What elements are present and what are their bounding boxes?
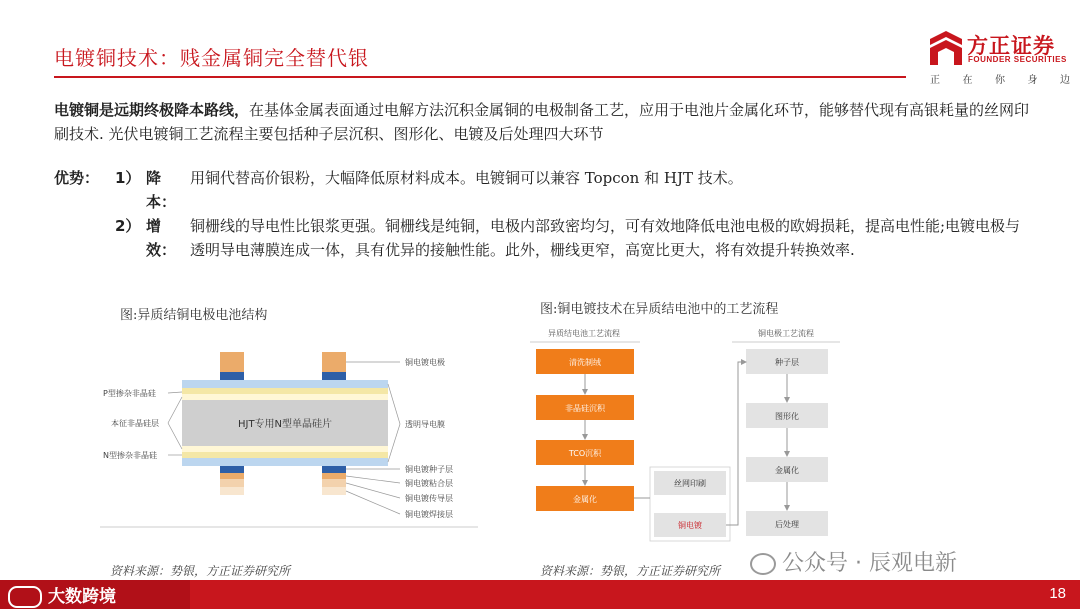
advantage-item-1: 优势： 1） 降本： 用铜代替高价银粉，大幅降低原材料成本。电镀铜可以兼容 Topcon 和 HJT 技术。	[54, 166, 1034, 214]
bottom-seed-layer-left	[220, 466, 244, 473]
svg-text:铜电镀传导层: 铜电镀传导层	[405, 494, 453, 503]
title-divider	[54, 76, 906, 78]
bottom-tco-layer	[182, 458, 388, 466]
top-seed-layer-left	[220, 372, 244, 380]
top-tco-layer	[182, 380, 388, 388]
svg-text:铜电镀种子层: 铜电镀种子层	[405, 465, 453, 474]
logo-name: 方正证券	[967, 34, 1055, 58]
svg-text:金属化: 金属化	[573, 495, 597, 504]
svg-text:种子层: 种子层	[775, 358, 799, 367]
svg-text:铜电镀: 铜电镀	[678, 521, 702, 530]
svg-text:铜电镀电极: 铜电镀电极	[405, 358, 445, 367]
advantages-label: 优势：	[54, 169, 100, 187]
intrinsic-layer-bottom	[182, 446, 388, 452]
wafer-label: HJT专用N型单晶硅片	[237, 419, 333, 430]
page-number: 18	[1049, 585, 1066, 602]
svg-text:丝网印刷: 丝网印刷	[674, 479, 706, 488]
footer-bar	[0, 580, 1080, 609]
svg-text:本征非晶硅层: 本征非晶硅层	[111, 419, 159, 428]
intrinsic-layer-top	[182, 394, 388, 400]
svg-text:后处理: 后处理	[775, 520, 799, 529]
intro-text: 在基体金属表面通过电解方法沉积金属铜的电极制备工艺，应用于电池片金属化环节，能够替代现有高银耗量的丝网印刷技术. 光伏电镀铜工艺流程主要包括种子层沉积、图形化、电镀及后处理四大环节	[54, 101, 1030, 143]
svg-text:P型掺杂非晶硅: P型掺杂非晶硅	[103, 389, 156, 398]
svg-text:铜电极工艺流程: 铜电极工艺流程	[758, 329, 814, 338]
bottom-conduct-left	[220, 479, 244, 487]
svg-text:清洗制绒: 清洗制绒	[569, 358, 601, 367]
svg-text:N型掺杂非晶硅: N型掺杂非晶硅	[103, 451, 157, 460]
svg-text:TCO沉积: TCO沉积	[568, 449, 602, 458]
founder-logo	[924, 31, 1072, 87]
intro-bold: 电镀铜是远期终极降本路线，	[54, 101, 250, 119]
svg-text:铜电镀焊接层: 铜电镀焊接层	[405, 510, 453, 519]
p-type-amorphous-layer	[182, 388, 388, 394]
top-seed-layer-right	[322, 372, 346, 380]
svg-text:透明导电膜: 透明导电膜	[405, 420, 445, 429]
copper-plating-process-flow	[528, 322, 858, 547]
page-title: 电镀铜技术：贱金属铜完全替代银	[54, 46, 369, 70]
logo-english-name: FOUNDER SECURITIES	[968, 55, 1067, 64]
figure1-source: 资料来源：势银，方正证券研究所	[110, 564, 291, 578]
bottom-solder-left	[220, 487, 244, 495]
svg-text:金属化: 金属化	[775, 466, 799, 475]
svg-text:异质结电池工艺流程: 异质结电池工艺流程	[548, 329, 620, 338]
n-type-amorphous-layer	[182, 452, 388, 458]
figure2-caption: 图:铜电镀技术在异质结电池中的工艺流程	[540, 302, 779, 317]
footer-brand: 大数跨境	[8, 582, 116, 608]
bottom-adhesion-right	[322, 473, 346, 479]
advantages-block	[54, 166, 1034, 262]
bottom-conduct-right	[322, 479, 346, 487]
top-copper-electrode-right	[322, 352, 346, 372]
logo-slogan: 正 在 你 身 边	[930, 75, 1070, 86]
wechat-watermark: 公众号 · 辰观电新	[750, 546, 957, 577]
svg-text:非晶硅沉积: 非晶硅沉积	[565, 404, 605, 413]
bottom-solder-right	[322, 487, 346, 495]
intro-paragraph	[54, 98, 1034, 146]
brand-logo-icon	[8, 586, 42, 608]
bottom-seed-layer-right	[322, 466, 346, 473]
bottom-adhesion-left	[220, 473, 244, 479]
hjt-cell-structure-diagram	[100, 340, 480, 535]
founder-logo-icon	[926, 31, 966, 67]
wechat-icon	[750, 553, 776, 575]
advantage-item-2: 2） 增效： 铜栅线的导电性比银浆更强。铜栅线是纯铜，电极内部致密均匀，可有效地降低电池电极的欧姆损耗，提高电性能;电镀电极与透明导电薄膜连成一体，具有优异的接触性能。此外，栅线更窄，高宽比更大，将有效提升转换效率.	[115, 217, 1021, 259]
svg-text:铜电镀粘合层: 铜电镀粘合层	[405, 479, 453, 488]
figure1-caption: 图:异质结铜电极电池结构	[120, 308, 268, 323]
figure2-source: 资料来源：势银，方正证券研究所	[540, 564, 721, 578]
top-copper-electrode-left	[220, 352, 244, 372]
svg-text:图形化: 图形化	[775, 412, 799, 421]
